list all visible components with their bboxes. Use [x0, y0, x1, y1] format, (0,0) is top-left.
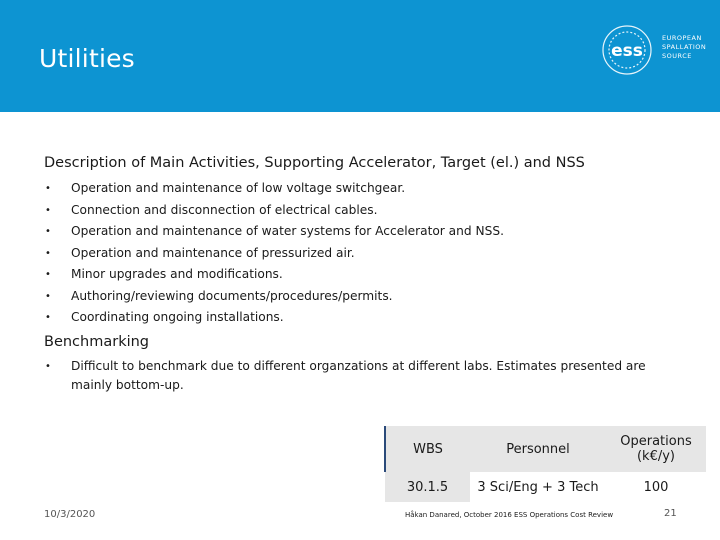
table-header-cell: WBS — [385, 426, 470, 472]
header-band — [0, 0, 720, 112]
page-title: Utilities — [39, 44, 135, 73]
list-item-text: Operation and maintenance of water systems for Accelerator and NSS. — [71, 224, 504, 238]
list-item-text: Operation and maintenance of pressurized air. — [71, 245, 355, 260]
list-item-text: Difficult to benchmark due to different organzations at different labs. Estimates presented are mainly bottom-up. — [71, 359, 646, 392]
table-row — [385, 472, 706, 502]
list-item-text: Minor upgrades and modifications. — [71, 267, 283, 281]
list-item — [44, 200, 504, 222]
bullet-icon: • — [45, 361, 51, 372]
list-item — [44, 178, 504, 200]
list-item — [44, 243, 504, 265]
page-number: 21 — [664, 508, 677, 519]
footer-author: Håkan Danared, October 2016 ESS Operations Cost Review — [405, 511, 614, 519]
list-item-text: Connection and disconnection of electrical cables. — [71, 202, 378, 217]
list-item — [44, 221, 504, 243]
list-item — [44, 307, 504, 329]
list-item-text: Operation and maintenance of low voltage switchgear. — [71, 181, 406, 195]
list-item — [44, 357, 664, 395]
bullet-icon: • — [45, 247, 51, 259]
bullet-icon: • — [45, 226, 51, 237]
logo-line: SPALLATION — [662, 43, 707, 51]
operations-table — [384, 426, 706, 502]
ess-logo — [594, 20, 714, 80]
table-header-row — [385, 426, 706, 472]
benchmarking-heading: Benchmarking — [44, 334, 150, 350]
activities-heading: Description of Main Activities, Supporting Accelerator, Target (el.) and NSS — [44, 155, 585, 171]
list-item — [44, 286, 504, 308]
ess-logo-icon — [594, 20, 660, 80]
logo-line: EUROPEAN — [662, 34, 702, 42]
bullet-icon: • — [45, 269, 51, 280]
bullet-icon: • — [45, 183, 51, 194]
list-item — [44, 264, 504, 286]
table-cell: 3 Sci/Eng + 3 Tech — [470, 472, 606, 502]
table-header-cell: Operations (k€/y) — [606, 426, 706, 472]
bullet-icon: • — [45, 204, 51, 216]
logo-line: SOURCE — [662, 52, 692, 60]
table-header-cell: Personnel — [470, 426, 606, 472]
bullet-icon: • — [45, 312, 51, 323]
activities-list — [44, 178, 504, 329]
table-cell: 30.1.5 — [385, 472, 470, 502]
table-cell: 100 — [606, 472, 706, 502]
list-item-text: Coordinating ongoing installations. — [71, 310, 284, 324]
logo-text — [662, 34, 706, 61]
bullet-icon: • — [45, 290, 51, 302]
list-item-text: Authoring/reviewing documents/procedures/permits. — [71, 288, 393, 303]
logo-mark: ess — [611, 41, 643, 61]
footer-date: 10/3/2020 — [44, 509, 96, 520]
